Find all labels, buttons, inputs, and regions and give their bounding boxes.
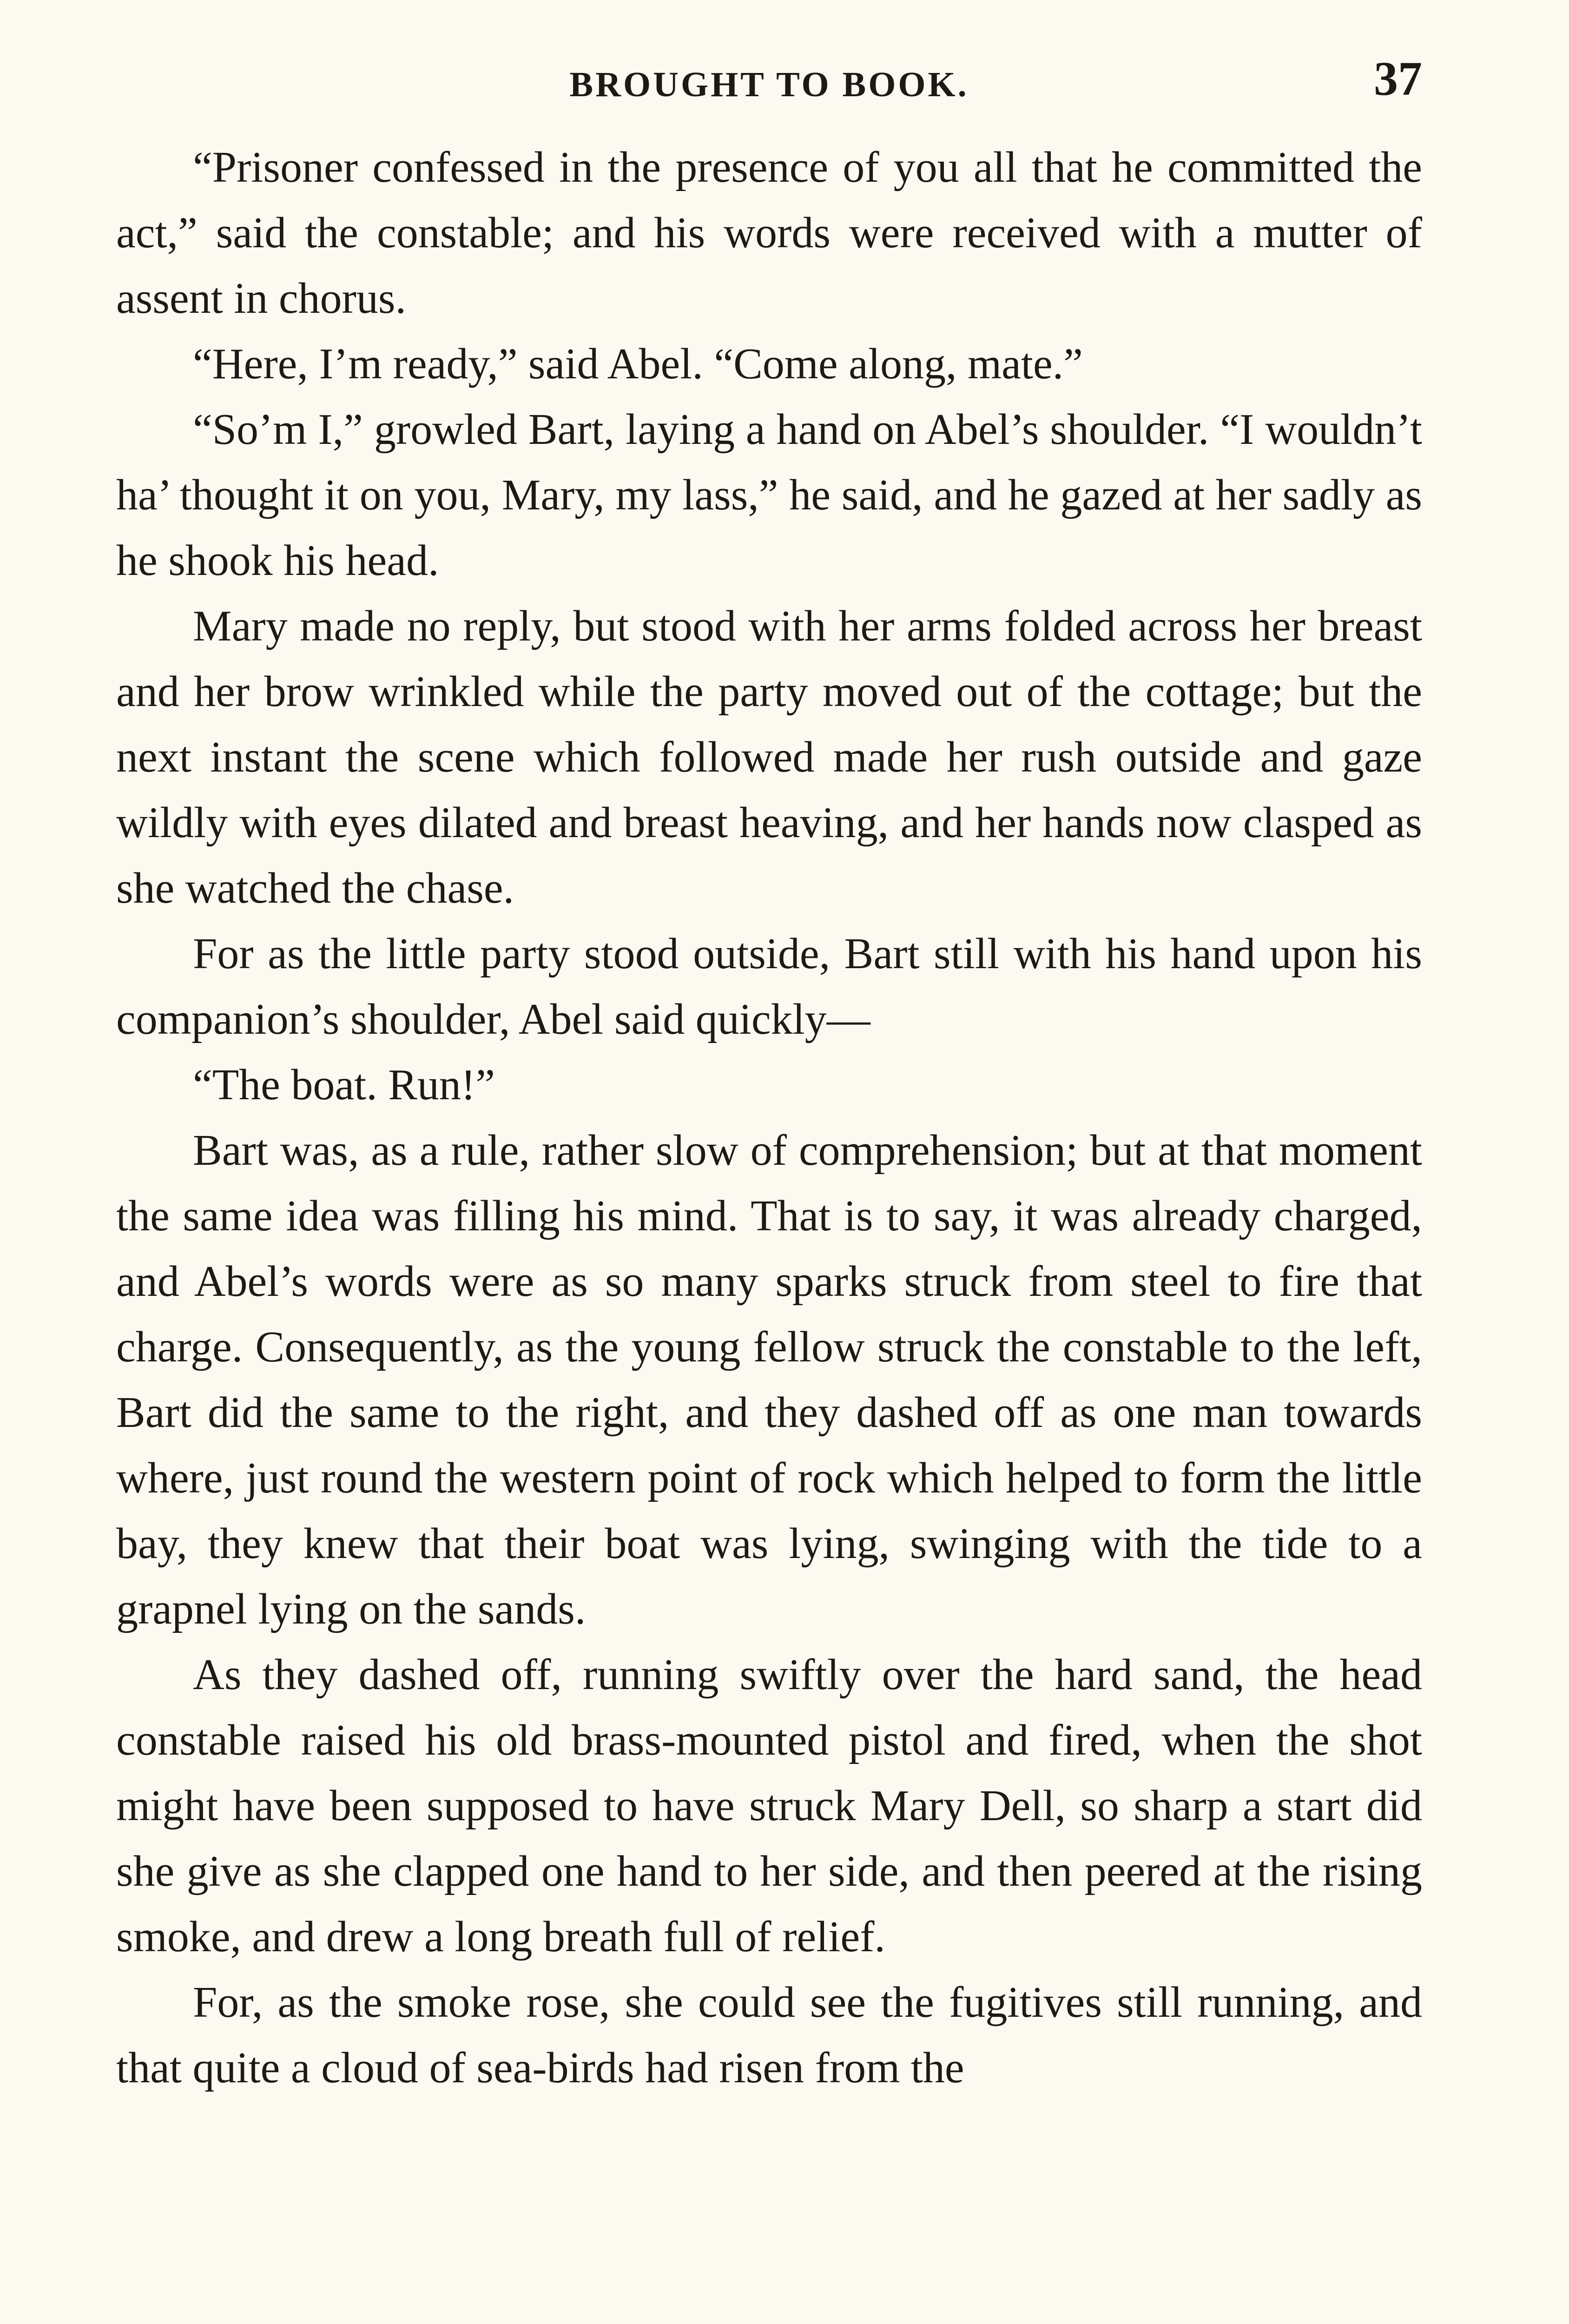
paragraph: “Prisoner confessed in the presence of you all that he committed the act,” said the constable; and his words were received with a mutter of assent in chorus.: [116, 143, 1422, 323]
page-header: [116, 51, 1422, 112]
paragraph: “Here, I’m ready,” said Abel. “Come along, mate.”: [193, 340, 1083, 388]
running-head: BROUGHT TO BOOK.: [569, 65, 969, 104]
paragraph: For as the little party stood outside, Bart still with his hand upon his companion’s shoulder, Abel said quickly—: [116, 930, 1422, 1043]
paragraph: “So’m I,” growled Bart, laying a hand on Abel’s shoulder. “I wouldn’t ha’ thought it on you, Mary, my lass,” he said, and he gazed at her sadly as he shook his head.: [116, 405, 1422, 585]
paragraph: As they dashed off, running swiftly over the hard sand, the head constable raised his old brass-mounted pistol and fired, when the shot might have been supposed to have struck Mary Dell, so sharp a start did she give as she clapped one hand to her side, and then peered at the rising smoke, and drew a long breath full of relief.: [116, 1651, 1422, 1961]
text-body: [116, 135, 1422, 2101]
paragraph: Mary made no reply, but stood with her arms folded across her breast and her brow wrinkled while the party moved out of the cottage; but the next instant the scene which followed made her rush outside and gaze wildly with eyes dilated and breast heaving, and her hands now clasped as she watched the chase.: [116, 602, 1422, 912]
paragraph: For, as the smoke rose, she could see the fugitives still running, and that quite a cloud of sea-birds had risen from the: [116, 1978, 1422, 2092]
paragraph: “The boat. Run!”: [193, 1061, 495, 1109]
page-number: 37: [1374, 52, 1422, 106]
paragraph: Bart was, as a rule, rather slow of comprehension; but at that moment the same idea was filling his mind. That is to say, it was already charged, and Abel’s words were as so many sparks struck from steel to fire that charge. Consequently, as the young fellow struck the constable to the left, Bart did the same to the right, and they dashed off as one man towards where, just round the western point of rock which helped to form the little bay, they knew that their boat was lying, swinging with the tide to a grapnel lying on the sands.: [116, 1126, 1422, 1633]
